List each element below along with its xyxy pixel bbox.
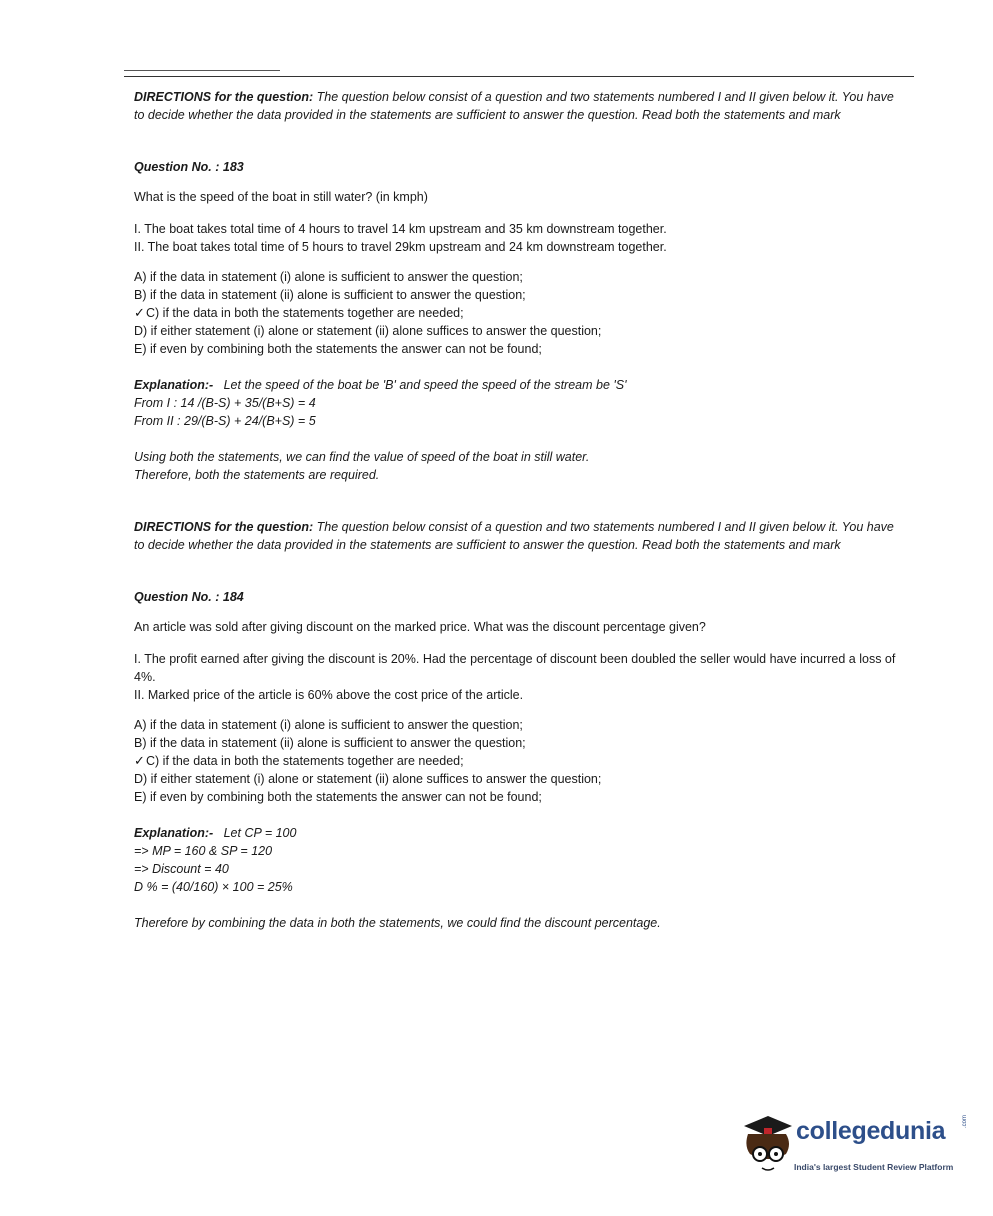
statements — [134, 220, 904, 256]
page-content — [134, 88, 904, 932]
explanation-line: From II : 29/(B-S) + 24/(B+S) = 5 — [134, 414, 316, 428]
conclusion-line: Using both the statements, we can find the value of speed of the boat in still water. — [134, 450, 590, 464]
collegedunia-logo — [738, 1110, 968, 1180]
option-c — [134, 752, 904, 770]
option-d: D) if either statement (i) alone or statement (ii) alone suffices to answer the question; — [134, 772, 602, 786]
explanation-line: => Discount = 40 — [134, 862, 229, 876]
explanation-line: From I : 14 /(B-S) + 35/(B+S) = 4 — [134, 396, 316, 410]
header-rule-short — [124, 70, 280, 71]
option-c-text: C) if the data in both the statements together are needed; — [146, 754, 464, 768]
answer-options — [134, 268, 904, 358]
directions-label: DIRECTIONS for the question: — [134, 90, 314, 104]
explanation-line: => MP = 160 & SP = 120 — [134, 844, 273, 858]
mascot-icon — [738, 1110, 796, 1180]
check-mark-icon: ✓ — [134, 305, 145, 320]
directions-text: The question below consist of a question and two statements numbered I and II given below it. You have to decide whether the data provided in the statements are sufficient to answer the question. Read both the statements and mark — [134, 520, 894, 552]
option-c — [134, 304, 904, 322]
option-e: E) if even by combining both the statements the answer can not be found; — [134, 342, 542, 356]
explanation — [134, 824, 904, 896]
question-number: Question No. : 184 — [134, 590, 244, 604]
question-section-183 — [134, 88, 904, 484]
option-e: E) if even by combining both the statements the answer can not be found; — [134, 790, 542, 804]
header-rule — [124, 76, 914, 77]
logo-suffix: .com — [962, 1114, 968, 1128]
option-b: B) if the data in statement (ii) alone is sufficient to answer the question; — [134, 288, 526, 302]
statement-1: I. The boat takes total time of 4 hours to travel 14 km upstream and 35 km downstream together. — [134, 222, 667, 236]
explanation-line: Let CP = 100 — [223, 826, 297, 840]
directions-label: DIRECTIONS for the question: — [134, 520, 314, 534]
explanation-line: D % = (40/160) × 100 = 25% — [134, 880, 293, 894]
question-text: What is the speed of the boat in still water? (in kmph) — [134, 190, 428, 204]
question-text: An article was sold after giving discount on the marked price. What was the discount percentage given? — [134, 620, 706, 634]
explanation-label: Explanation:- — [134, 826, 214, 840]
directions — [134, 88, 904, 124]
logo-wordmark: collegedunia — [796, 1117, 946, 1145]
statement-1: I. The profit earned after giving the discount is 20%. Had the percentage of discount been doubled the seller would have incurred a loss of 4%. — [134, 652, 896, 684]
option-c-text: C) if the data in both the statements together are needed; — [146, 306, 464, 320]
option-a: A) if the data in statement (i) alone is sufficient to answer the question; — [134, 718, 523, 732]
conclusion-line: Therefore by combining the data in both the statements, we could find the discount percentage. — [134, 916, 661, 930]
explanation-line: Let the speed of the boat be 'B' and speed the speed of the stream be 'S' — [223, 378, 627, 392]
explanation — [134, 376, 904, 430]
explanation-label: Explanation:- — [134, 378, 214, 392]
option-a: A) if the data in statement (i) alone is sufficient to answer the question; — [134, 270, 523, 284]
statement-2: II. Marked price of the article is 60% above the cost price of the article. — [134, 688, 524, 702]
conclusion — [134, 448, 904, 484]
statement-2: II. The boat takes total time of 5 hours to travel 29km upstream and 24 km downstream together. — [134, 240, 667, 254]
conclusion-line: Therefore, both the statements are required. — [134, 468, 380, 482]
statements — [134, 650, 904, 704]
option-d: D) if either statement (i) alone or statement (ii) alone suffices to answer the question; — [134, 324, 602, 338]
logo-tagline: India's largest Student Review Platform — [794, 1162, 954, 1172]
question-number: Question No. : 183 — [134, 160, 244, 174]
answer-options — [134, 716, 904, 806]
check-mark-icon: ✓ — [134, 753, 145, 768]
conclusion — [134, 914, 904, 932]
directions — [134, 518, 904, 554]
option-b: B) if the data in statement (ii) alone is sufficient to answer the question; — [134, 736, 526, 750]
question-section-184 — [134, 518, 904, 932]
directions-text: The question below consist of a question and two statements numbered I and II given below it. You have to decide whether the data provided in the statements are sufficient to answer the question. Read both the statements and mark — [134, 90, 894, 122]
